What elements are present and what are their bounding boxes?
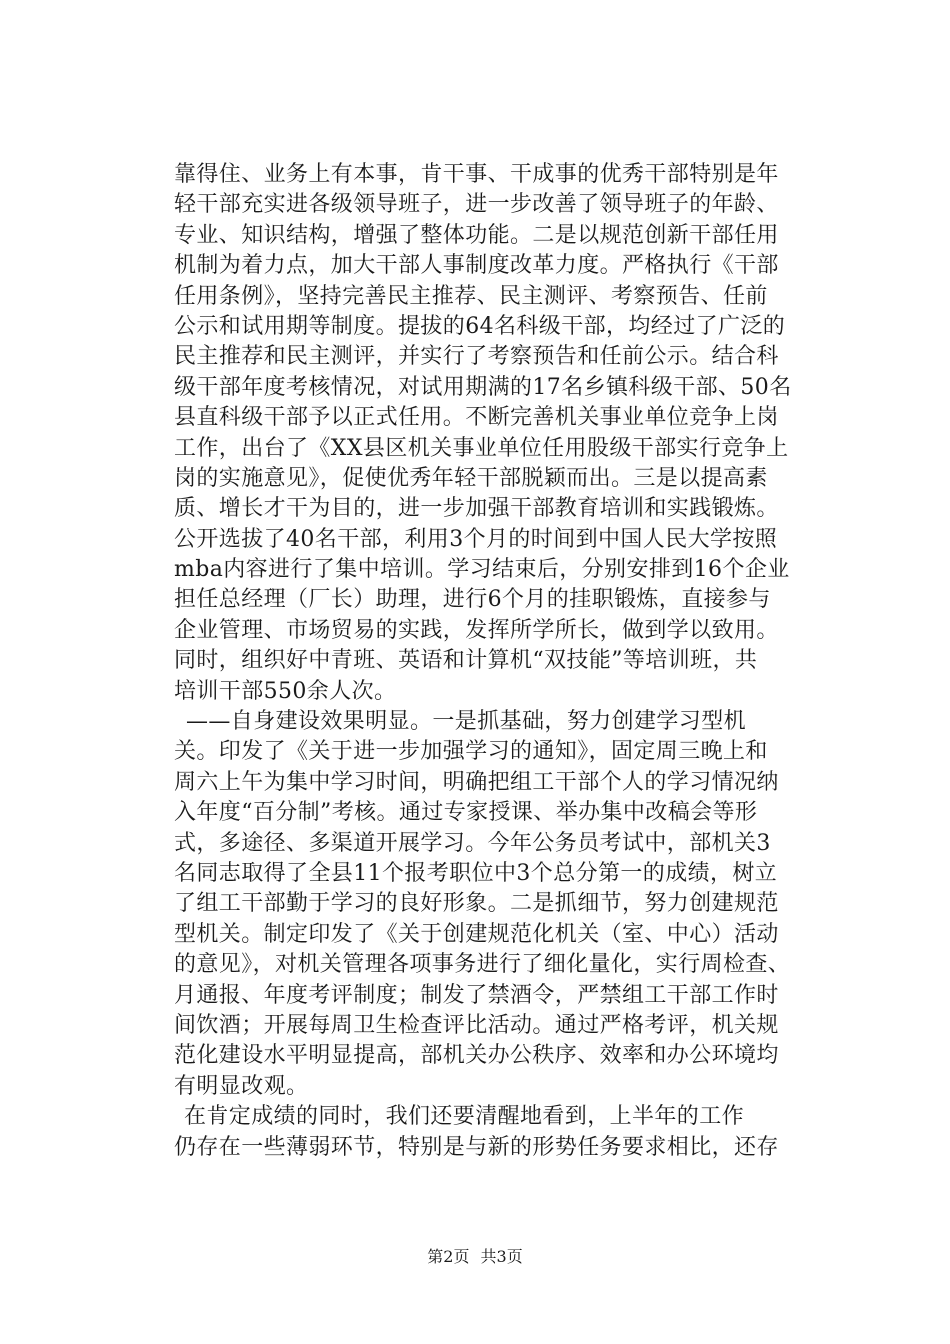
text-line: 公开选拔了40名干部，利用3个月的时间到中国人民大学按照 (174, 526, 778, 552)
text-line: 名同志取得了全县11个报考职位中3个总分第一的成绩，树立 (174, 860, 778, 886)
text-line: 轻干部充实进各级领导班子，进一步改善了领导班子的年龄、 (174, 192, 779, 218)
text-line: 型机关。制定印发了《关于创建规范化机关（室、中心）活动 (174, 921, 779, 947)
text-line: 担任总经理（厂长）助理，进行6个月的挂职锻炼，直接参与 (174, 587, 771, 613)
text-line: 级干部年度考核情况，对试用期满的17名乡镇科级干部、50名 (174, 374, 792, 400)
text-line: 岗的实施意见》，促使优秀年轻干部脱颖而出。三是以提高素 (174, 465, 768, 491)
text-line: 月通报、年度考评制度；制发了禁酒令，严禁组工干部工作时 (174, 982, 779, 1008)
text-line: mba内容进行了集中培训。学习结束后，分别安排到16个企业 (174, 557, 790, 583)
text-line: 的意见》，对机关管理各项事务进行了细化量化，实行周检查、 (174, 952, 791, 978)
text-line: 公示和试用期等制度。提拔的64名科级干部，均经过了广泛的 (174, 313, 786, 339)
text-line: 仍存在一些薄弱环节，特别是与新的形势任务要求相比，还存 (174, 1134, 779, 1160)
section-heading-line: ——自身建设效果明显。一是抓基础，努力创建学习型机 (186, 709, 747, 735)
document-body (174, 160, 834, 1163)
text-line: 任用条例》，坚持完善民主推荐、民主测评、考察预告、任前 (174, 283, 768, 309)
text-line: 有明显改观。 (174, 1073, 309, 1099)
text-line: 民主推荐和民主测评，并实行了考察预告和任前公示。结合科 (174, 344, 779, 370)
text-line: 关。印发了《关于进一步加强学习的通知》，固定周三晚上和 (174, 739, 768, 765)
text-line: 企业管理、市场贸易的实践，发挥所学所长，做到学以致用。 (174, 617, 779, 643)
page-number-footer: 第2页 共3页 (427, 1247, 523, 1266)
text-line: 同时，组织好中青班、英语和计算机“双技能”等培训班，共 (174, 648, 758, 674)
text-line: 工作，出台了《XX县区机关事业单位任用股级干部实行竞争上 (174, 435, 789, 461)
text-line: 范化建设水平明显提高，部机关办公秩序、效率和办公环境均 (174, 1043, 779, 1069)
text-line: 专业、知识结构，增强了整体功能。二是以规范创新干部任用 (174, 222, 779, 248)
text-line: 间饮酒；开展每周卫生检查评比活动。通过严格考评，机关规 (174, 1012, 779, 1038)
text-line: 培训干部550余人次。 (174, 678, 397, 704)
text-line: 了组工干部勤于学习的良好形象。二是抓细节，努力创建规范 (174, 891, 779, 917)
text-line: 式，多途径、多渠道开展学习。今年公务员考试中，部机关3 (174, 830, 771, 856)
text-line: 靠得住、业务上有本事，肯干事、干成事的优秀干部特别是年 (174, 162, 779, 187)
text-line: 机制为着力点，加大干部人事制度改革力度。严格执行《干部 (174, 253, 779, 279)
paragraph-start-line: 在肯定成绩的同时，我们还要清醒地看到，上半年的工作 (184, 1104, 745, 1130)
text-line: 县直科级干部予以正式任用。不断完善机关事业单位竞争上岗 (174, 405, 779, 431)
text-line: 周六上午为集中学习时间，明确把组工干部个人的学习情况纳 (174, 769, 779, 795)
text-line: 质、增长才干为目的，进一步加强干部教育培训和实践锻炼。 (174, 496, 779, 522)
text-line: 入年度“百分制”考核。通过专家授课、举办集中改稿会等形 (174, 800, 758, 826)
